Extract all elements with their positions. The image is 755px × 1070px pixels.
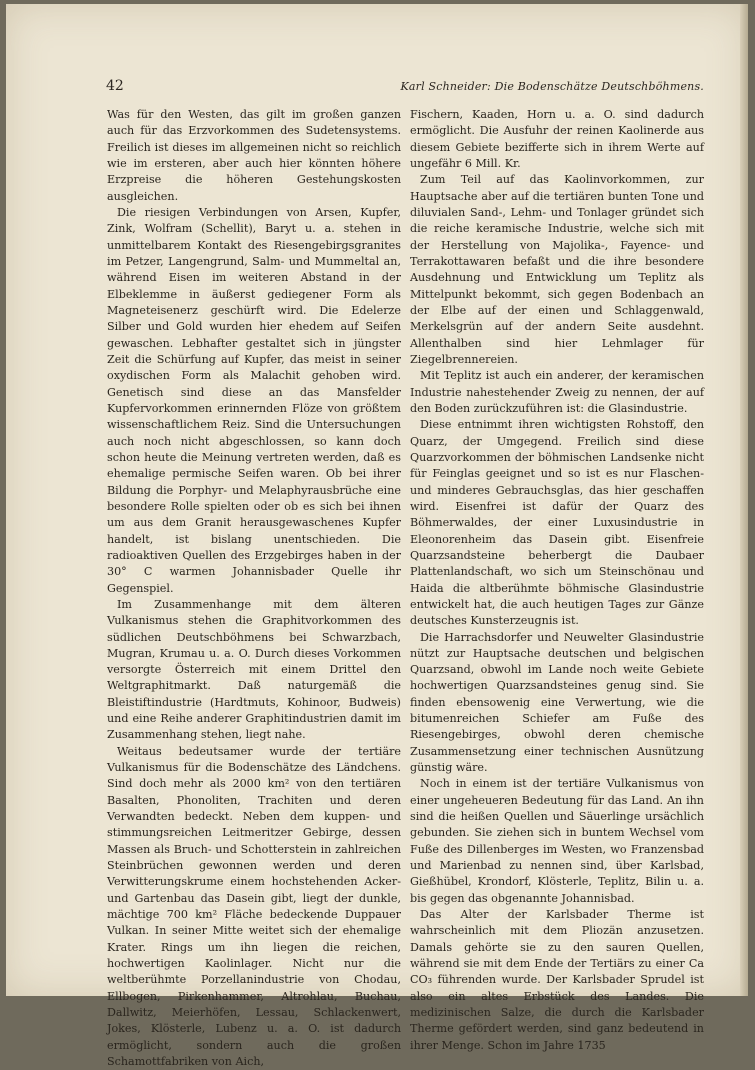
book-page (6, 4, 748, 1069)
left-column (107, 107, 401, 1070)
running-title: Karl Schneider: Die Bodenschätze Deutschböhmens. (400, 80, 704, 93)
paragraph: Die riesigen Verbindungen von Arsen, Kupfer, Zink, Wolfram (Schellit), Baryt u. a. stehen in unmittelbarem Kontakt des Riesengebirgsgranites im Petzer, Langengrund, Salm- und Mummeltal an, während Eisen im weiteren Abstand in der Elbeklemme in äußerst gediegener Form als Magneteisenerz geschürft wird. Die Edelerze Silber und Gold wurden hier ehedem auf Seifen gewaschen. Lebhafter gestaltet sich in jüngster Zeit die Schürfung auf Kupfer, das meist in seiner oxydischen Form als Malachit gehoben wird. Genetisch sind diese an das Mansfelder Kupfervorkommen erinnernden Flöze von größtem wissenschaftlichem Reiz. Sind die Untersuchungen auch noch nicht abgeschlossen, so kann doch schon heute die Meinung vertreten werden, daß es ehemalige permische Seifen waren. Ob bei ihrer Bildung die Porphyr- und Melaphyrausbrüche eine besondere Rolle spielten oder ob es sich bei ihnen um aus dem Granit herausgewaschenes Kupfer handelt, ist bislang unentschieden. Die radioaktiven Quellen des Erzgebirges haben in der 30° C warmen Johannisbader Quelle ihr Gegenspiel. (107, 205, 401, 595)
paragraph: Was für den Westen, das gilt im großen ganzen auch für das Erzvorkommen des Sudetensystems. Freilich ist dieses im allgemeinen nicht so reichlich wie im ersteren, aber auch hier könnten höhere Erzpreise die höheren Gestehungskosten ausgleichen. (107, 108, 401, 203)
page-edge (740, 4, 748, 996)
paragraph: Weitaus bedeutsamer wurde der tertiäre Vulkanismus für die Bodenschätze des Ländchens. Sind doch mehr als 2000 km² von den tertiären Basalten, Phonoliten, Trachiten und deren Verwandten bedeckt. Neben dem kuppen- und stimmungsreichen Leitmeritzer Gebirge, dessen Massen als Bruch- und Schotterstein in zahlreichen Steinbrüchen gewonnen werden und deren Verwitterungskrume einem hochstehenden Acker- und Gartenbau das Dasein gibt, liegt der dunkle, mächtige 700 km² Fläche bedeckende Duppauer Vulkan. In seiner Mitte weitet sich der ehemalige Krater. Rings um ihn liegen die reichen, hochwertigen Kaolinlager. Nicht nur die weltberühmte Porzellanindustrie von Chodau, Ellbogen, Pirkenhammer, Altrohlau, Buchau, Dallwitz, Meierhöfen, Lessau, Schlackenwert, Jokes, Klösterle, Lubenz u. a. O. ist dadurch ermöglicht, sondern auch die großen Schamottfabriken von Aich, (107, 744, 401, 1069)
paragraph: Die Harrachsdorfer und Neuwelter Glasindustrie nützt zur Hauptsache deutschen und belgischen Quarzsand, obwohl im Lande noch weite Gebiete hochwertigen Quarzsandsteines genug sind. Sie finden ebensowenig eine Verwertung, wie die bitumenreichen Schiefer am Fuße des Riesengebirges, obwohl deren chemische Zusammensetzung einer technischen Ausnützung günstig wäre. (410, 630, 704, 775)
paragraph: Zum Teil auf das Kaolinvorkommen, zur Hauptsache aber auf die tertiären bunten Tone und diluvialen Sand-, Lehm- und Tonlager gründet sich die reiche keramische Industrie, welche sich mit der Herstellung von Majolika-, Fayence- und Terrakottawaren befaßt und die ihre besondere Ausdehnung und Entwicklung um Teplitz als Mittelpunkt bekommt, sich gegen Bodenbach an der Elbe auf der einen und Schlaggenwald, Merkelsgrün auf der andern Seite ausdehnt. Allenthalben sind hier Lehmlager für Ziegelbrennereien. (410, 173, 704, 366)
paragraph: Diese entnimmt ihren wichtigsten Rohstoff, den Quarz, der Umgegend. Freilich sind diese Quarzvorkommen der böhmischen Landsenke nicht für Feinglas geeignet und so ist es nur Flaschen- und minderes Gebrauchsglas, das hier geschaffen wird. Eisenfrei ist dafür der Quarz des Böhmerwaldes, der einer Luxusindustrie in Eleonorenheim das Dasein gibt. Eisenfreie Quarzsandsteine beherbergt die Daubaer Plattenlandschaft, wo sich um Steinschönau und Haida die altberühmte böhmische Glasindustrie entwickelt hat, die auch heutigen Tages zur Gänze deutsches Kunsterzeugnis ist. (410, 418, 704, 628)
paragraph: Fischern, Kaaden, Horn u. a. O. sind dadurch ermöglicht. Die Ausfuhr der reinen Kaolinerde aus diesem Gebiete bezifferte sich in ihrem Werte auf ungefähr 6 Mill. Kr. (410, 108, 704, 170)
paragraph: Mit Teplitz ist auch ein anderer, der keramischen Industrie nahestehender Zweig zu nennen, der auf den Boden zurückzuführen ist: die Glasindustrie. (410, 369, 704, 415)
page-header (106, 78, 704, 98)
paragraph: Im Zusammenhange mit dem älteren Vulkanismus stehen die Graphitvorkommen des südlichen Deutschböhmens bei Schwarzbach, Mugran, Krumau u. a. O. Durch dieses Vorkommen versorgte Österreich mit einem Drittel den Weltgraphitmarkt. Daß naturgemäß die Bleistiftindustrie (Hardtmuts, Kohinoor, Budweis) und eine Reihe anderer Graphitindustrien damit im Zusammenhang stehen, liegt nahe. (107, 597, 401, 742)
right-column (410, 107, 704, 1054)
page-number: 42 (106, 78, 124, 94)
paragraph: Das Alter der Karlsbader Therme ist wahrscheinlich mit dem Pliozän anzusetzen. Damals gehörte sie zu den sauren Quellen, während sie mit dem Ende der Tertiärs zu einer Ca CO₃ führenden wurde. Der Karlsbader Sprudel ist also ein altes Erbstück des Landes. Die medizinischen Salze, die durch die Karlsbader Therme gefördert werden, sind ganz bedeutend in ihrer Menge. Schon im Jahre 1735 (410, 908, 704, 1052)
paragraph: Noch in einem ist der tertiäre Vulkanismus von einer ungeheueren Bedeutung für das Land. An ihn sind die heißen Quellen und Säuerlinge ursächlich gebunden. Sie ziehen sich in buntem Wechsel vom Fuße des Dillenberges im Westen, wo Franzensbad und Marienbad zu nennen sind, über Karlsbad, Gießhübel, Krondorf, Klösterle, Teplitz, Bilin u. a. bis gegen das obgenannte Johannisbad. (410, 777, 704, 905)
